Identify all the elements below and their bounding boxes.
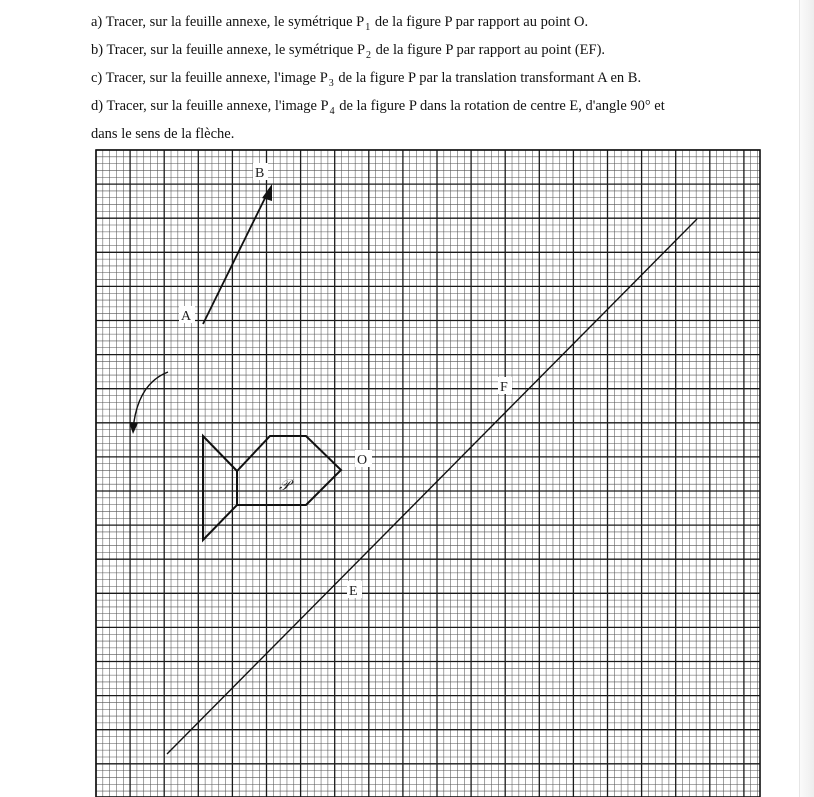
grid-border <box>96 150 760 797</box>
question-b: b) Tracer, sur la feuille annexe, le symétrique $P_2$ de la figure P par rapport au point (EF). <box>91 42 606 61</box>
label-e: E <box>349 584 358 599</box>
question-c: c) Tracer, sur la feuille annexe, l'image $P_3$ de la figure P par la translation transformant A en B. <box>91 70 642 89</box>
label-f: F <box>500 380 508 395</box>
line-ef <box>167 219 697 754</box>
grid-major-lines <box>96 150 760 797</box>
figure-p-outline <box>203 436 341 540</box>
question-d-continuation: dans le sens de la flèche. <box>91 126 235 142</box>
figure-p <box>203 436 341 540</box>
grid-minor-lines <box>96 150 760 797</box>
label-o: O <box>357 453 368 468</box>
label-a: A <box>181 309 192 324</box>
question-a: a) Tracer, sur la feuille annexe, le symétrique $P_1$ de la figure P par rapport au point O. <box>91 14 589 33</box>
label-b: B <box>255 166 265 181</box>
label-figure-p: 𝒫 <box>279 478 290 494</box>
question-d: d) Tracer, sur la feuille annexe, l'image $P_4$ de la figure P dans la rotation de centre E, d'angle 90° et <box>91 98 665 117</box>
segment-ab <box>203 192 268 324</box>
